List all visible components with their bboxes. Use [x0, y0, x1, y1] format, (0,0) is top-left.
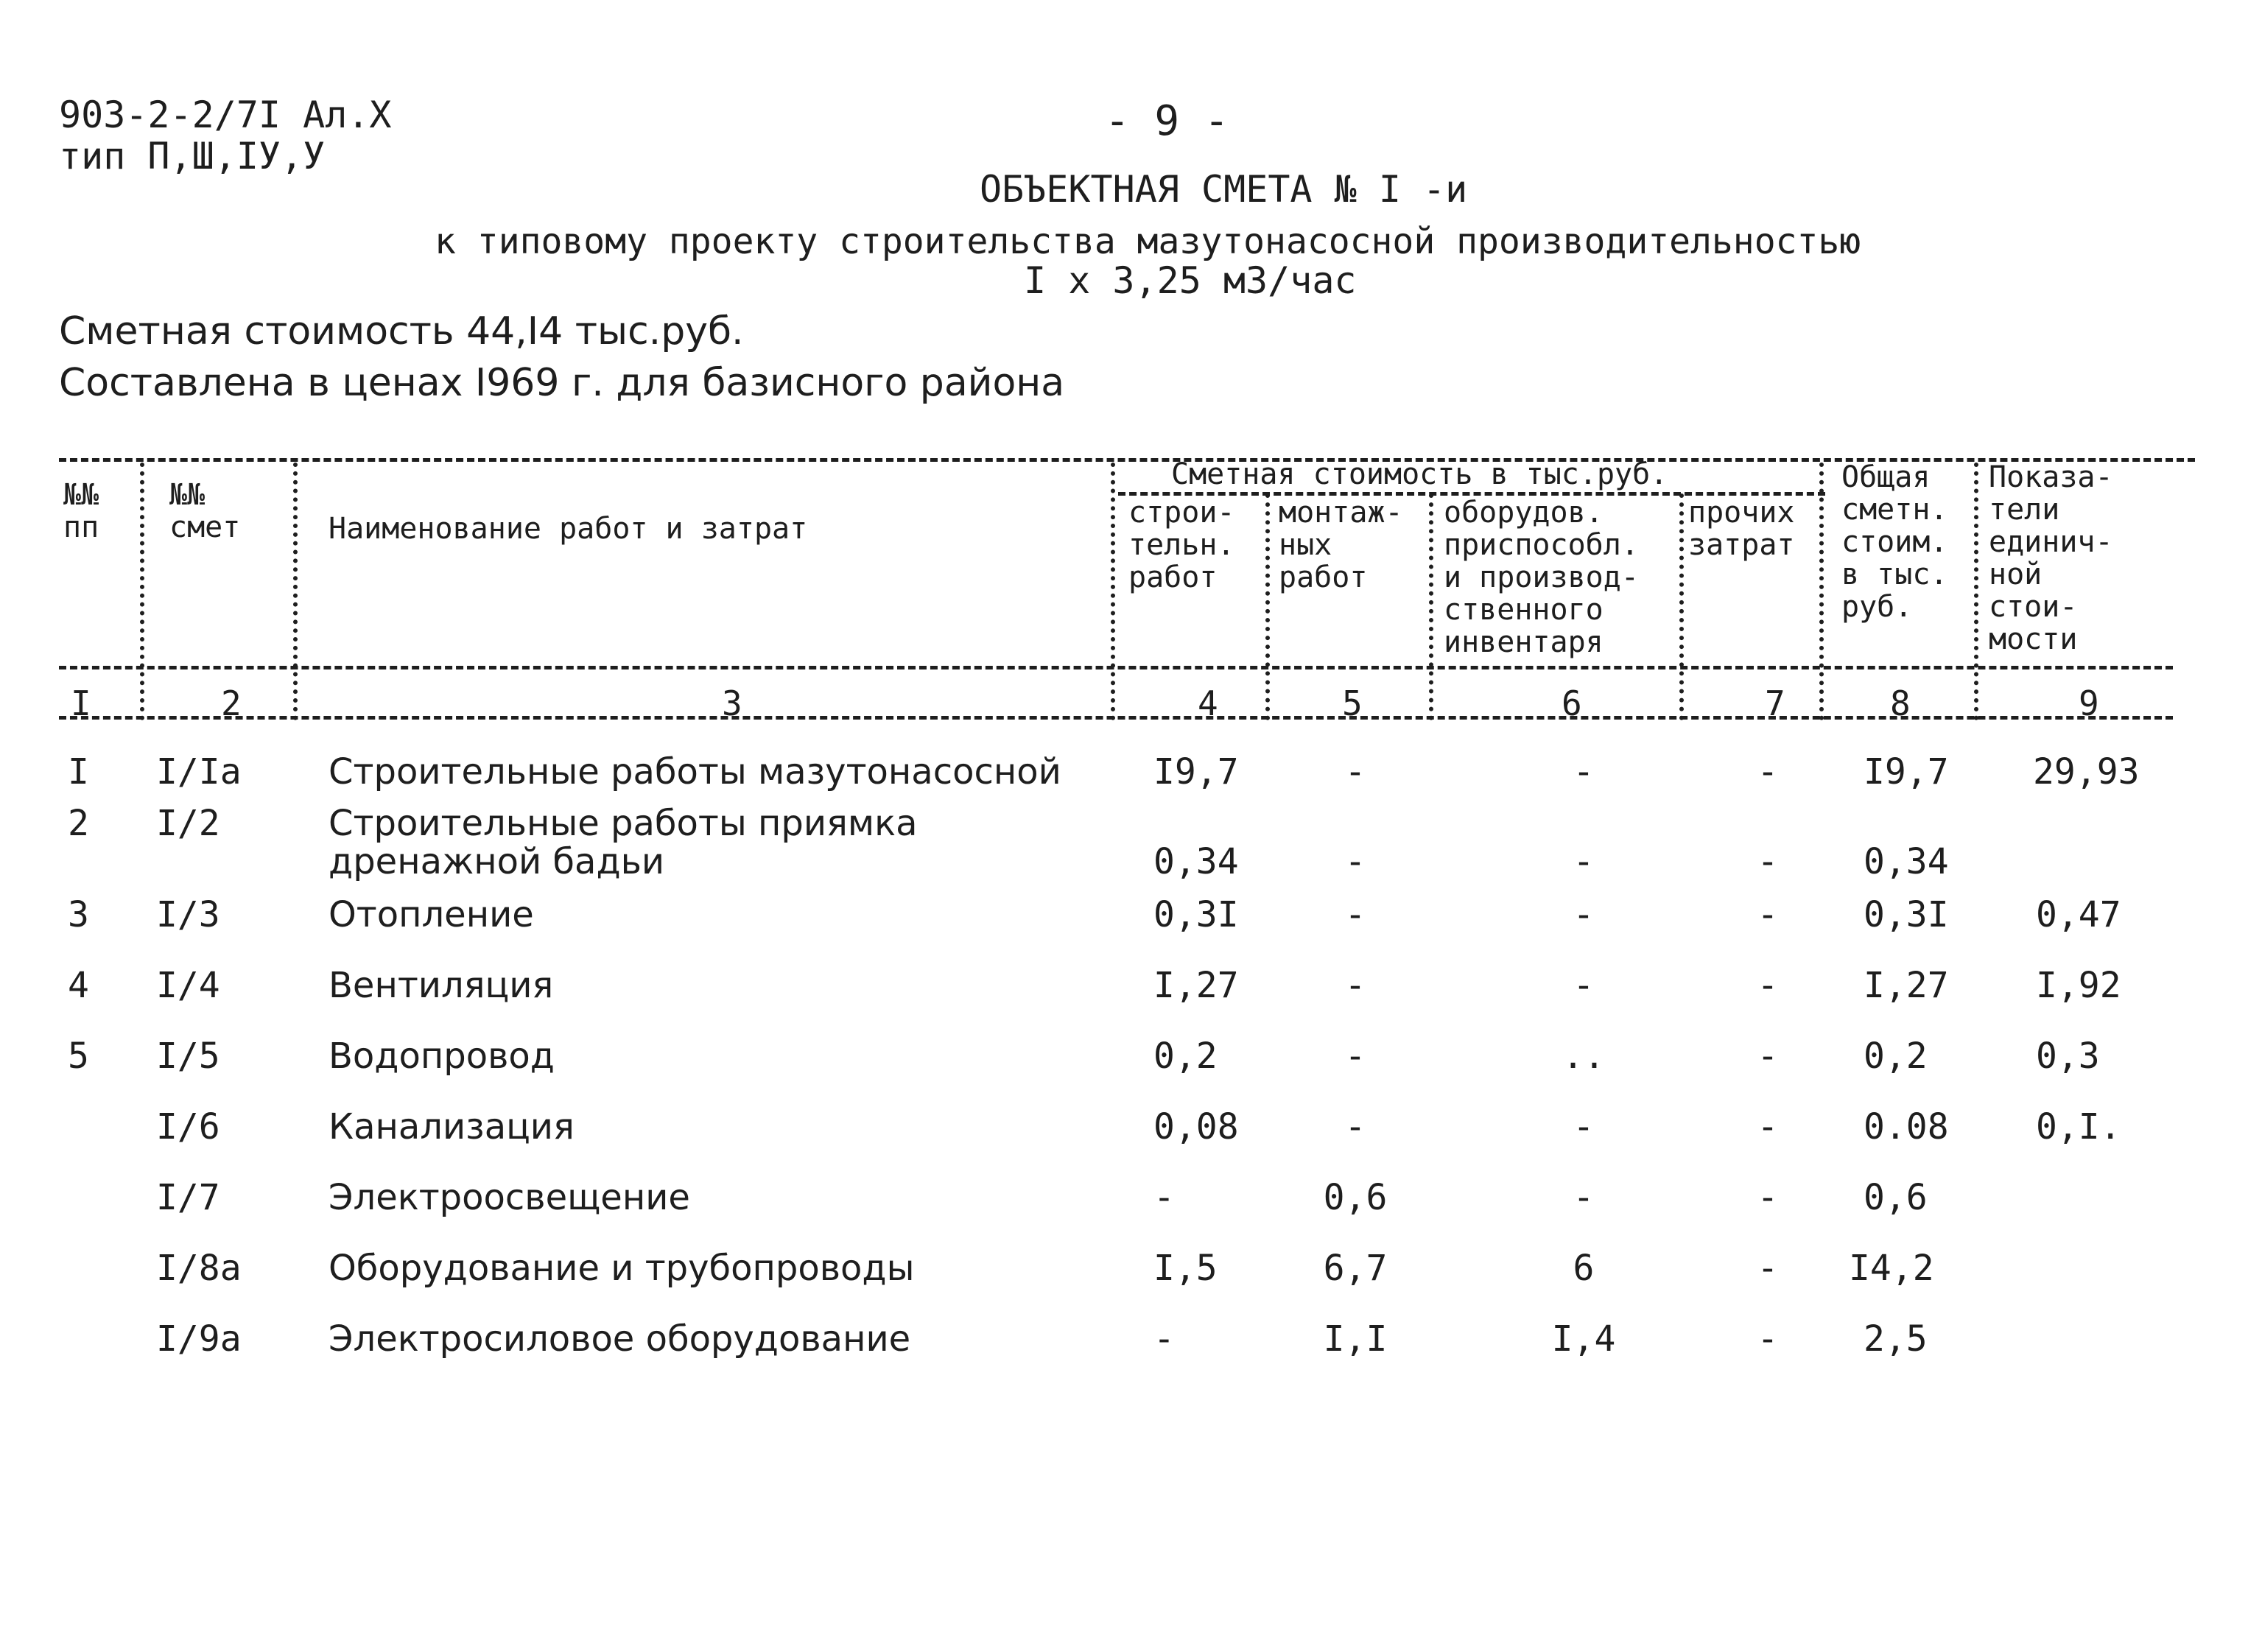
- column-divider: [1429, 493, 1433, 720]
- estimate-number: I/3: [156, 894, 220, 935]
- page-number: - 9 -: [1105, 97, 1229, 145]
- column-divider: [1819, 463, 1824, 720]
- total-cost: I,27: [1864, 965, 1949, 1006]
- other-cost: -: [1757, 1248, 1779, 1289]
- column-numbers-border: [59, 716, 2173, 720]
- equipment-cost: -: [1573, 841, 1595, 882]
- construction-cost: -: [1153, 1177, 1175, 1218]
- unit-cost-indicator: I,92: [2036, 965, 2121, 1006]
- other-cost: -: [1757, 1036, 1779, 1077]
- column-header-construction: строи- тельн. работ: [1128, 496, 1235, 594]
- column-number: 7: [1765, 683, 1785, 723]
- document-code-line1: 903-2-2/7I Ал.X: [59, 94, 392, 136]
- table-row: [0, 751, 2262, 792]
- table-row: [0, 841, 2262, 882]
- document-code-line2: тип П,Ш,IУ,У: [59, 135, 326, 177]
- construction-cost: I,27: [1153, 965, 1239, 1006]
- column-divider: [1265, 493, 1270, 720]
- construction-cost: 0,34: [1153, 841, 1239, 882]
- column-divider: [140, 463, 144, 720]
- work-name: Электросиловое оборудование: [329, 1318, 911, 1360]
- row-number: 4: [68, 965, 89, 1006]
- document-code: [59, 94, 392, 177]
- column-header-total: Общая сметн. стоим. в тыс. руб.: [1841, 460, 1948, 624]
- table-row: [0, 1248, 2262, 1289]
- estimate-number: I/9а: [156, 1318, 242, 1360]
- column-header-work-name: Наименование работ и затрат: [329, 512, 808, 546]
- installation-cost: 0,6: [1323, 1177, 1388, 1218]
- work-name-continued: дренажной бадьи: [329, 841, 665, 882]
- other-cost: -: [1757, 751, 1779, 792]
- total-cost: 0,3I: [1864, 894, 1949, 935]
- construction-cost: I9,7: [1153, 751, 1239, 792]
- total-cost: 0,34: [1864, 841, 1949, 882]
- construction-cost: 0,2: [1153, 1036, 1218, 1077]
- table-row: [0, 1106, 2262, 1147]
- unit-cost-indicator: 29,93: [2033, 751, 2140, 792]
- installation-cost: -: [1344, 1036, 1366, 1077]
- work-name: Оборудование и трубопроводы: [329, 1248, 915, 1289]
- other-cost: -: [1757, 1318, 1779, 1360]
- column-header-other: прочих затрат: [1688, 496, 1795, 562]
- estimate-number: I/Iа: [156, 751, 242, 792]
- equipment-cost: -: [1573, 1177, 1595, 1218]
- column-number: 5: [1342, 683, 1363, 723]
- row-number: 3: [68, 894, 89, 935]
- work-name: Строительные работы мазутонасосной: [329, 751, 1061, 792]
- installation-cost: -: [1344, 894, 1366, 935]
- column-number: 4: [1198, 683, 1218, 723]
- installation-cost: -: [1344, 841, 1366, 882]
- estimate-number: I/4: [156, 965, 220, 1006]
- row-number: 2: [68, 803, 89, 844]
- subtitle-line2: I x 3,25 м3/час: [1024, 259, 1357, 302]
- other-cost: -: [1757, 841, 1779, 882]
- unit-cost-indicator: 0,47: [2036, 894, 2121, 935]
- equipment-cost: ..: [1562, 1036, 1605, 1077]
- estimate-number: I/8а: [156, 1248, 242, 1289]
- row-number: I: [68, 751, 89, 792]
- equipment-cost: I,4: [1551, 1318, 1616, 1360]
- column-number: 8: [1890, 683, 1911, 723]
- installation-cost: -: [1344, 751, 1366, 792]
- column-header-equipment: оборудов. приспособл. и производ- ственного инвентаря: [1444, 496, 1639, 659]
- unit-cost-indicator: 0,3: [2036, 1036, 2100, 1077]
- equipment-cost: -: [1573, 751, 1595, 792]
- other-cost: -: [1757, 965, 1779, 1006]
- total-cost: 0,2: [1864, 1036, 1928, 1077]
- estimate-number: I/2: [156, 803, 220, 844]
- unit-cost-indicator: 0,I.: [2036, 1106, 2121, 1147]
- compiled-note: Составлена в ценах I969 г. для базисного района: [59, 361, 1065, 405]
- column-header-indicator: Показа- тели единич- ной стои- мости: [1989, 460, 2113, 656]
- header-bottom-border: [59, 666, 2173, 669]
- work-name: Строительные работы приямка: [329, 803, 918, 844]
- column-number: 9: [2079, 683, 2099, 723]
- equipment-cost: -: [1573, 894, 1595, 935]
- installation-cost: 6,7: [1323, 1248, 1388, 1289]
- table-row: [0, 894, 2262, 935]
- column-divider: [1974, 463, 1978, 720]
- table-row: [0, 965, 2262, 1006]
- equipment-cost: -: [1573, 965, 1595, 1006]
- column-header-estimate-number: №№ смет: [169, 478, 241, 544]
- other-cost: -: [1757, 894, 1779, 935]
- table-row: [0, 803, 2262, 844]
- work-name: Вентиляция: [329, 965, 554, 1006]
- column-header-number: №№ пп: [63, 478, 99, 544]
- column-divider: [1679, 493, 1684, 720]
- other-cost: -: [1757, 1106, 1779, 1147]
- table-row: [0, 1177, 2262, 1218]
- other-cost: -: [1757, 1177, 1779, 1218]
- construction-cost: 0,08: [1153, 1106, 1239, 1147]
- table-row: [0, 1036, 2262, 1077]
- estimated-cost: Сметная стоимость 44,I4 тыс.руб.: [59, 309, 744, 354]
- estimate-number: I/5: [156, 1036, 220, 1077]
- column-header-installation: монтаж- ных работ: [1279, 496, 1403, 594]
- work-name: Канализация: [329, 1106, 575, 1147]
- column-number: 6: [1562, 683, 1582, 723]
- group-header-estimated-cost: Сметная стоимость в тыс.руб.: [1171, 457, 1668, 491]
- total-cost: 2,5: [1864, 1318, 1928, 1360]
- column-number: 3: [722, 683, 742, 723]
- equipment-cost: 6: [1573, 1248, 1595, 1289]
- total-cost: I9,7: [1864, 751, 1949, 792]
- column-number: I: [71, 683, 91, 723]
- estimate-number: I/7: [156, 1177, 220, 1218]
- construction-cost: I,5: [1153, 1248, 1218, 1289]
- installation-cost: -: [1344, 1106, 1366, 1147]
- installation-cost: I,I: [1323, 1318, 1388, 1360]
- construction-cost: 0,3I: [1153, 894, 1239, 935]
- table-row: [0, 1318, 2262, 1360]
- construction-cost: -: [1153, 1318, 1175, 1360]
- column-divider: [293, 463, 298, 720]
- work-name: Водопровод: [329, 1036, 555, 1077]
- installation-cost: -: [1344, 965, 1366, 1006]
- row-number: 5: [68, 1036, 89, 1077]
- column-divider: [1111, 463, 1115, 720]
- subtitle-line1: к типовому проекту строительства мазутонасосной производительностью: [435, 221, 1861, 262]
- total-cost: I4,2: [1849, 1248, 1934, 1289]
- column-number: 2: [221, 683, 242, 723]
- estimate-number: I/6: [156, 1106, 220, 1147]
- equipment-cost: -: [1573, 1106, 1595, 1147]
- work-name: Отопление: [329, 894, 534, 935]
- total-cost: 0,6: [1864, 1177, 1928, 1218]
- total-cost: 0.08: [1864, 1106, 1949, 1147]
- work-name: Электроосвещение: [329, 1177, 690, 1218]
- document-title: ОБЪЕКТНАЯ СМЕТА № I -и: [980, 168, 1468, 211]
